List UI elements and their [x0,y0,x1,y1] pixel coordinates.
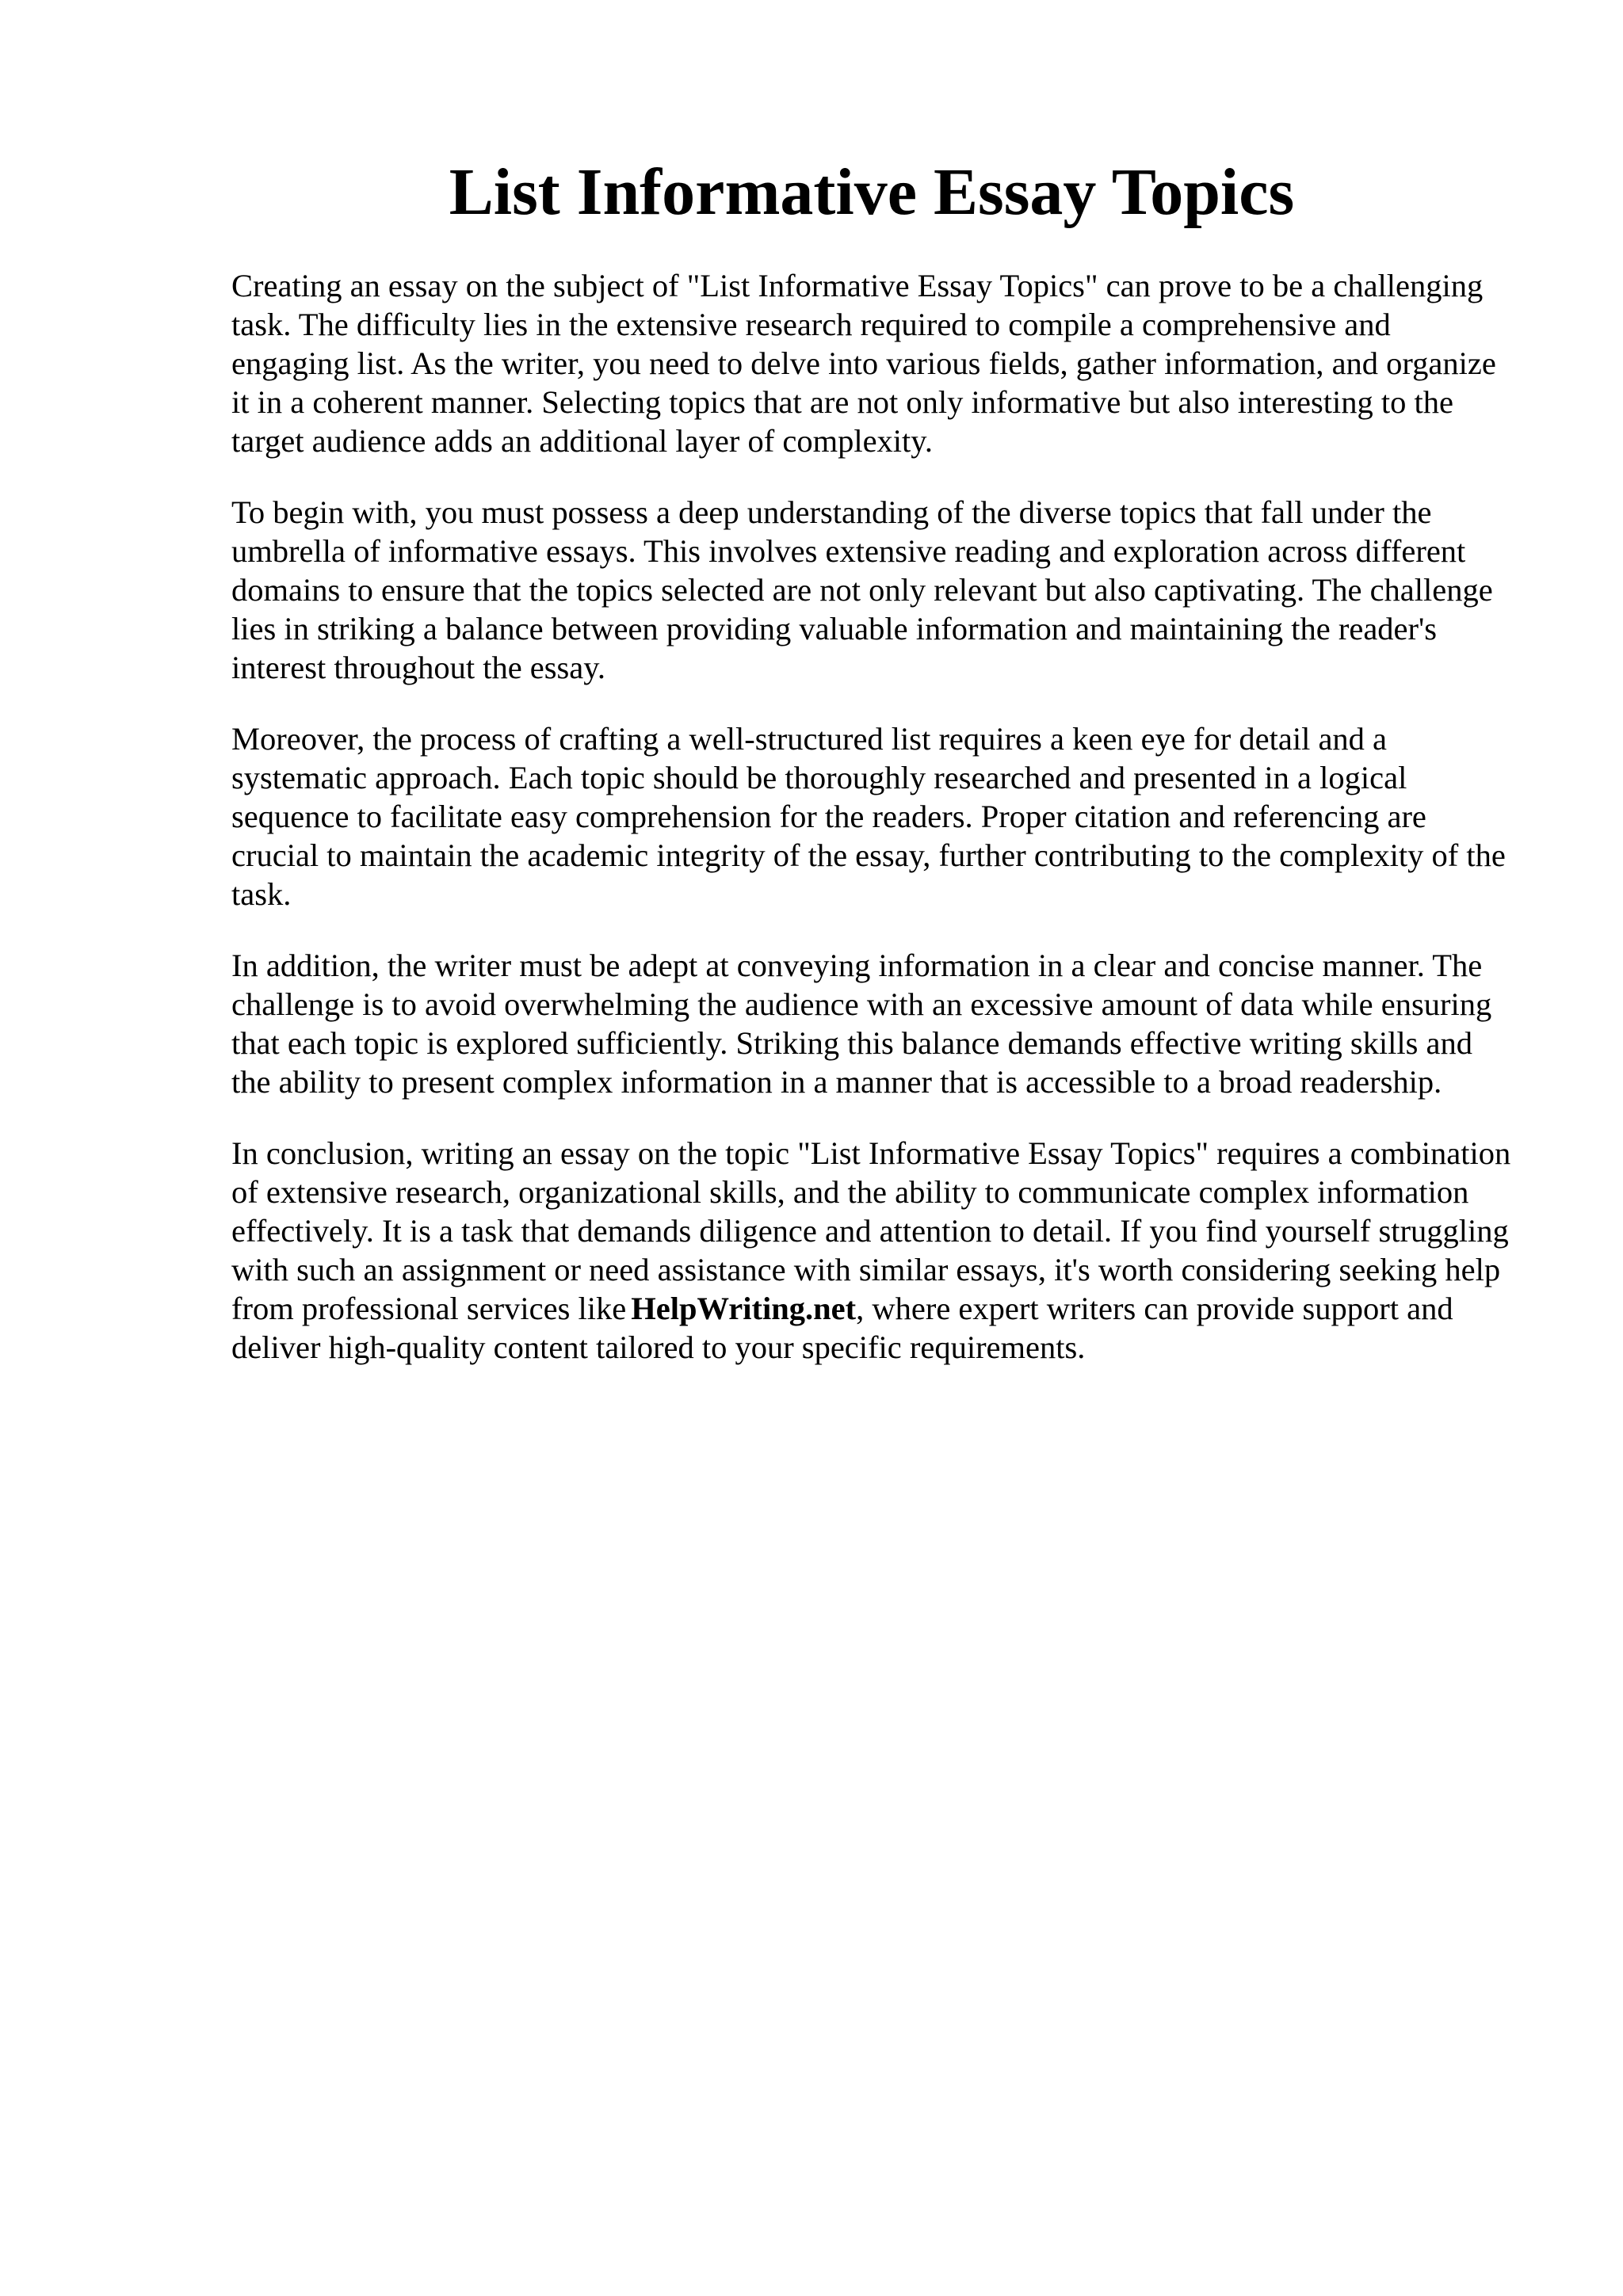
conclusion-text-before: In conclusion, writing an essay on the topic "List Informative Essay Topics" requires a combination of extensive research, organizational skills, and the ability to communicate complex information effectively. It is a task that demands diligence and attention to detail. If you find yourself struggling with such an assignment or need assistance with similar essays, it's worth considering seeking help from professional services like [231,1135,1511,1326]
paragraph-1: Creating an essay on the subject of "List Informative Essay Topics" can prove to be a challenging task. The difficulty lies in the extensive research required to compile a comprehensive and engaging list. As the writer, you need to delve into various fields, gather information, and organize it in a coherent manner. Selecting topics that are not only informative but also interesting to the target audience adds an additional layer of complexity. [231,268,1496,459]
page-title: List Informative Essay Topics [449,155,1295,229]
helpwriting-link[interactable]: HelpWriting.net [631,1291,857,1326]
essay-body [231,266,1515,1399]
paragraph-2: To begin with, you must possess a deep understanding of the diverse topics that fall under the umbrella of informative essays. This involves extensive reading and exploration across different domains to ensure that the topics selected are not only relevant but also captivating. The challenge lies in striking a balance between providing valuable information and maintaining the reader's interest throughout the essay. [231,494,1493,685]
paragraph-3: Moreover, the process of crafting a well-structured list requires a keen eye for detail and a systematic approach. Each topic should be thoroughly researched and presented in a logical sequence to facilitate easy comprehension for the readers. Proper citation and referencing are crucial to maintain the academic integrity of the essay, further contributing to the complexity of the task. [231,721,1506,912]
paragraph-conclusion [231,1134,1515,1367]
paragraph-4: In addition, the writer must be adept at conveying information in a clear and concise manner. The challenge is to avoid overwhelming the audience with an excessive amount of data while ensuring that each topic is explored sufficiently. Striking this balance demands effective writing skills and the ability to present complex information in a manner that is accessible to a broad readership. [231,948,1492,1100]
conclusion-text-after: , where expert writers can provide support and deliver high-quality content tailored to your specific requirements. [231,1291,1453,1365]
